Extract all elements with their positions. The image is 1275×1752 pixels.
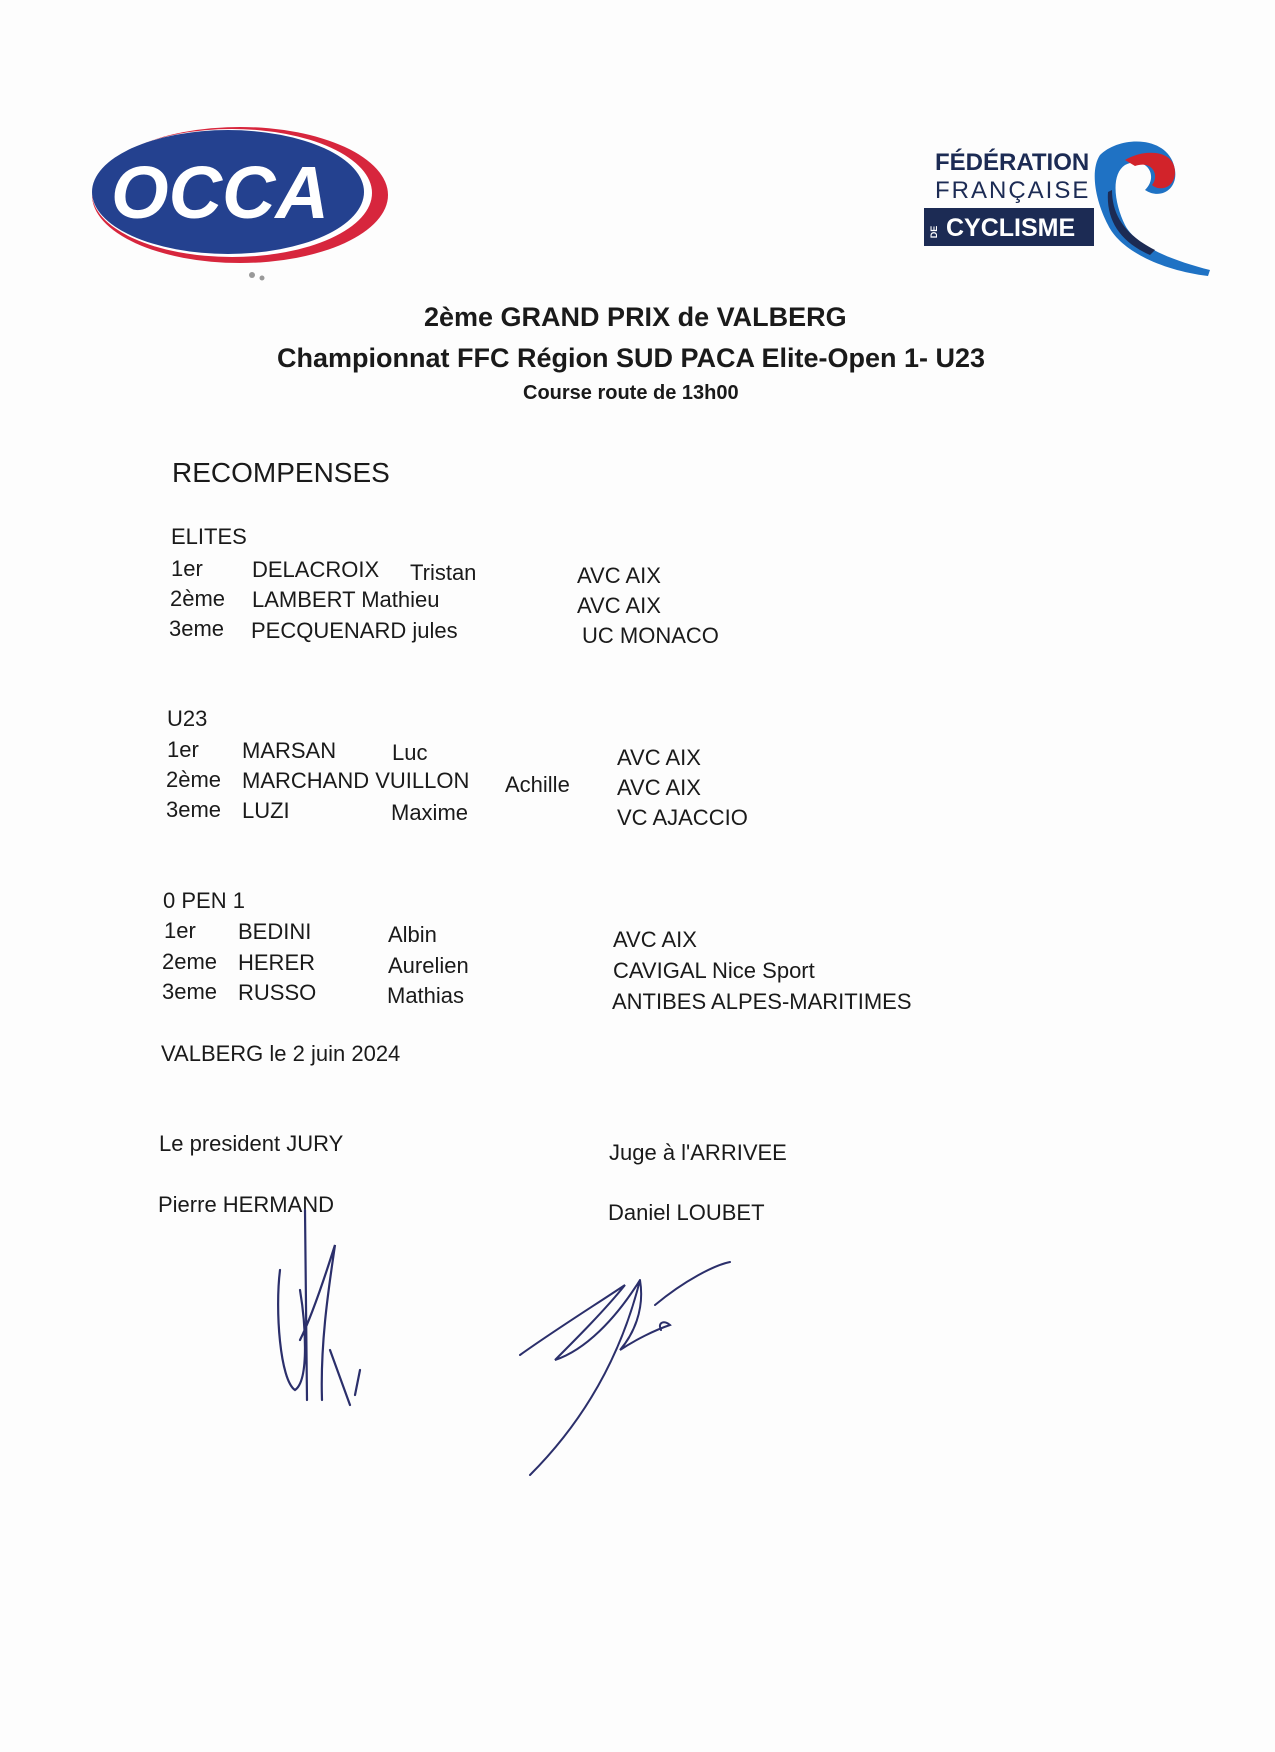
date-line: VALBERG le 2 juin 2024 bbox=[161, 1041, 401, 1066]
result-rank: 3eme bbox=[166, 797, 222, 822]
result-rank: 1er bbox=[171, 556, 203, 581]
ffc-logo-line3: CYCLISME bbox=[946, 214, 1076, 242]
result-club: CAVIGAL Nice Sport bbox=[613, 958, 815, 983]
category-name: ELITES bbox=[171, 524, 247, 549]
result-club: AVC AIX bbox=[617, 775, 701, 800]
result-rank: 2ème bbox=[166, 767, 222, 792]
result-last-name: MARSAN bbox=[242, 738, 337, 763]
result-last-name: DELACROIX bbox=[252, 557, 380, 582]
result-first-name: Aurelien bbox=[388, 953, 469, 978]
result-first-name: Albin bbox=[388, 922, 437, 947]
document-title: 2ème GRAND PRIX de VALBERG bbox=[424, 302, 847, 332]
jury-president-signature bbox=[260, 1200, 380, 1420]
result-rank: 3eme bbox=[162, 979, 218, 1004]
result-extra-name: Achille bbox=[505, 772, 570, 797]
result-first-name: Tristan bbox=[410, 560, 477, 585]
result-last-name: MARCHAND VUILLON bbox=[242, 768, 470, 793]
result-last-name: HERER bbox=[238, 950, 316, 975]
category-name: 0 PEN 1 bbox=[163, 888, 245, 913]
result-last-name: PECQUENARD jules bbox=[251, 618, 458, 643]
result-club: ANTIBES ALPES-MARITIMES bbox=[612, 989, 912, 1014]
result-club: AVC AIX bbox=[577, 563, 661, 588]
ffc-logo-de: DE bbox=[929, 225, 939, 239]
result-first-name: Maxime bbox=[391, 800, 469, 825]
result-club: UC MONACO bbox=[582, 623, 719, 648]
result-rank: 2ème bbox=[170, 586, 226, 611]
document-subtitle: Championnat FFC Région SUD PACA Elite-Open 1- U23 bbox=[277, 343, 986, 373]
finish-judge-name: Daniel LOUBET bbox=[608, 1200, 765, 1225]
category-name: U23 bbox=[167, 706, 208, 731]
result-club: AVC AIX bbox=[577, 593, 661, 618]
section-title: RECOMPENSES bbox=[172, 457, 390, 488]
jury-president-role: Le president JURY bbox=[159, 1131, 344, 1156]
ffc-logo-line2: FRANÇAISE bbox=[935, 177, 1091, 204]
result-rank: 1er bbox=[164, 918, 196, 943]
ffc-logo-line1: FÉDÉRATION bbox=[935, 149, 1090, 176]
result-rank: 1er bbox=[167, 737, 199, 762]
result-club: AVC AIX bbox=[613, 927, 697, 952]
result-rank: 3eme bbox=[169, 616, 225, 641]
result-first-name: Mathias bbox=[387, 983, 465, 1008]
result-rank: 2eme bbox=[162, 949, 218, 974]
ffc-logo bbox=[920, 130, 1220, 290]
result-club: AVC AIX bbox=[617, 745, 701, 770]
result-last-name: RUSSO bbox=[238, 980, 317, 1005]
jury-president-name: Pierre HERMAND bbox=[158, 1192, 335, 1217]
finish-judge-role: Juge à l'ARRIVEE bbox=[609, 1140, 787, 1165]
result-last-name: LAMBERT Mathieu bbox=[252, 587, 440, 612]
occa-logo bbox=[80, 110, 400, 290]
occa-logo-text: OCCA bbox=[111, 151, 329, 234]
result-last-name: BEDINI bbox=[238, 919, 312, 944]
result-first-name: Luc bbox=[392, 740, 428, 765]
result-last-name: LUZI bbox=[242, 798, 290, 823]
course-time: Course route de 13h00 bbox=[523, 382, 739, 404]
finish-judge-signature bbox=[515, 1250, 755, 1480]
result-club: VC AJACCIO bbox=[617, 805, 748, 830]
